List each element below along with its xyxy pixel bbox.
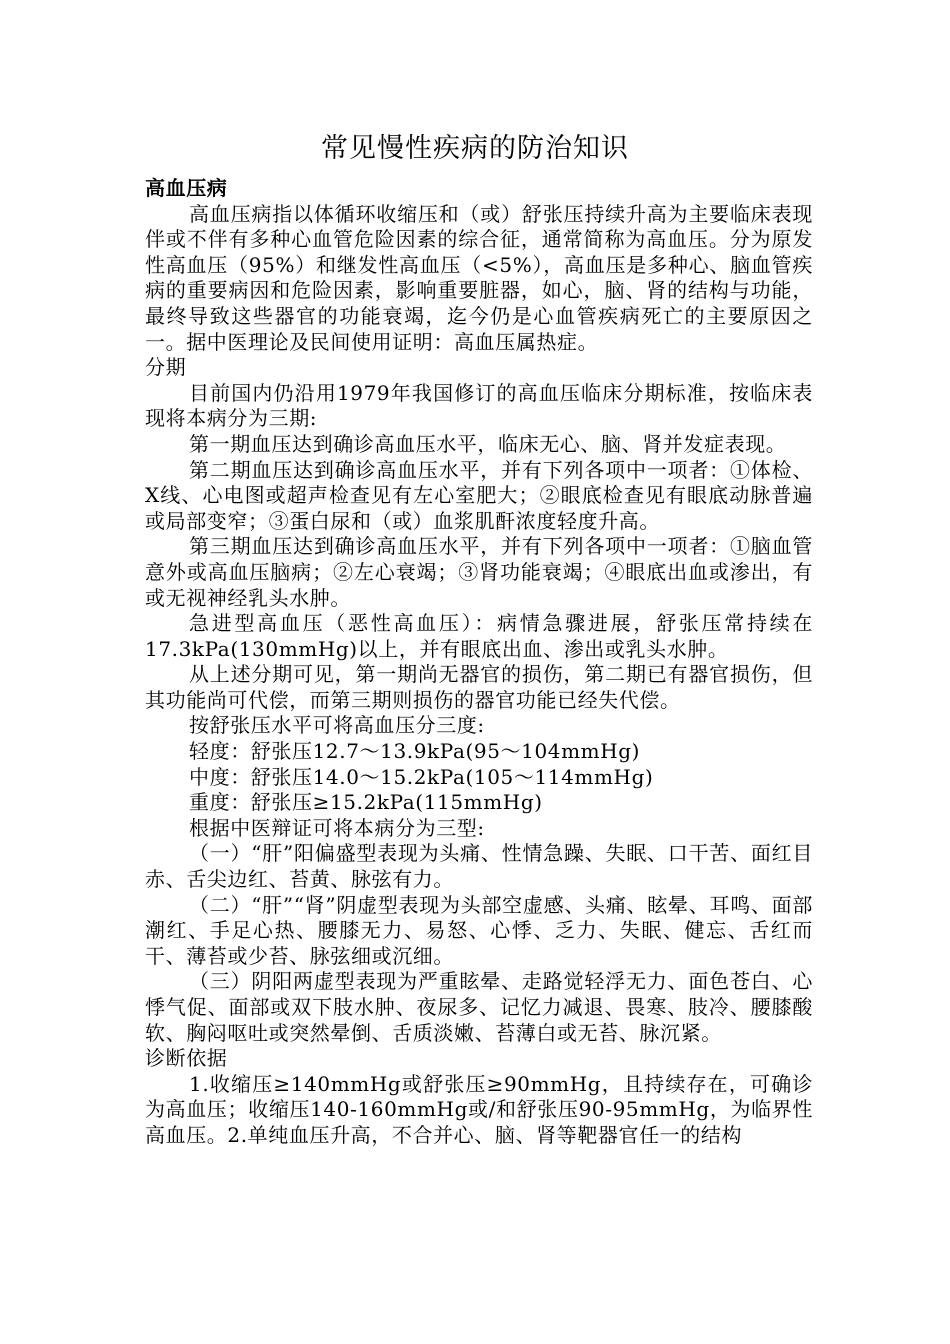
staging-heading: 分期 <box>145 355 187 380</box>
diagnosis-paragraph: 1.收缩压≥140mmHg或舒张压≥90mmHg，且持续存在，可确诊为高血压；收缩压140-160mmHg或/和舒张压90-95mmHg，为临界性高血压。2.单纯血压升高，不合并心、脑、肾等靶器官任一的结构 <box>145 1071 813 1147</box>
staging-intro-paragraph: 目前国内仍沿用1979年我国修订的高血压临床分期标准，按临床表现将本病分为三期: <box>145 380 813 431</box>
tcm-type3-paragraph: （三）阴阳两虚型表现为严重眩晕、走路觉轻浮无力、面色苍白、心悸气促、面部或双下肢水肿、夜尿多、记忆力减退、畏寒、肢冷、腰膝酸软、胸闷呕吐或突然晕倒、舌质淡嫩、苔薄白或无苔、脉沉紧。 <box>145 969 813 1045</box>
stage2-paragraph: 第二期血压达到确诊高血压水平，并有下列各项中一项者：①体检、X线、心电图或超声检查见有左心室肥大；②眼底检查见有眼底动脉普遍或局部变窄；③蛋白尿和（或）血浆肌酐浓度轻度升高。 <box>145 457 813 533</box>
document-title: 常见慢性疾病的防治知识 <box>321 133 629 164</box>
degree-intro-paragraph: 按舒张压水平可将高血压分三度: <box>189 713 485 738</box>
degree-mild-line: 轻度：舒张压12.7～13.9kPa(95～104mmHg) <box>189 739 641 764</box>
summary-paragraph: 从上述分期可见，第一期尚无器官的损伤，第二期已有器官损伤，但其功能尚可代偿，而第三期则损伤的器官功能已经失代偿。 <box>145 662 813 712</box>
section-heading: 高血压病 <box>145 176 228 200</box>
tcm-intro-paragraph: 根据中医辩证可将本病分为三型: <box>189 815 485 840</box>
degree-moderate-line: 中度：舒张压14.0～15.2kPa(105～114mmHg) <box>189 764 654 789</box>
stage1-paragraph: 第一期血压达到确诊高血压水平，临床无心、脑、肾并发症表现。 <box>189 431 787 456</box>
malignant-paragraph: 急进型高血压（恶性高血压）：病情急骤进展，舒张压常持续在17.3kPa(130mmHg)以上，并有眼底出血、渗出或乳头水肿。 <box>145 611 813 661</box>
tcm-type2-paragraph: （二）“肝”“肾”阴虚型表现为头部空虚感、头痛、眩晕、耳鸣、面部潮红、手足心热、腰膝无力、易怒、心悸、乏力、失眠、健忘、舌红而干、薄苔或少苔、脉弦细或沉细。 <box>145 892 813 968</box>
document-body <box>145 176 813 1149</box>
intro-paragraph: 高血压病指以体循环收缩压和（或）舒张压持续升高为主要临床表现伴或不伴有多种心血管危险因素的综合征，通常简称为高血压。分为原发性高血压（95%）和继发性高血压（<5%），高血压是多种心、脑血管疾病的重要病因和危险因素，影响重要脏器，如心，脑、肾的结构与功能，最终导致这些器官的功能衰竭，迄今仍是心血管疾病死亡的主要原因之一。据中医理论及民间使用证明：高血压属热症。 <box>145 201 813 354</box>
stage3-paragraph: 第三期血压达到确诊高血压水平，并有下列各项中一项者：①脑血管意外或高血压脑病；②左心衰竭；③肾功能衰竭；④眼底出血或渗出，有或无视神经乳头水肿。 <box>145 534 813 610</box>
degree-severe-line: 重度：舒张压≥15.2kPa(115mmHg) <box>189 790 543 815</box>
diagnosis-heading: 诊断依据 <box>145 1046 228 1071</box>
tcm-type1-paragraph: （一）“肝”阳偏盛型表现为头痛、性情急躁、失眠、口干苦、面红目赤、舌尖边红、苔黄、脉弦有力。 <box>145 841 813 892</box>
